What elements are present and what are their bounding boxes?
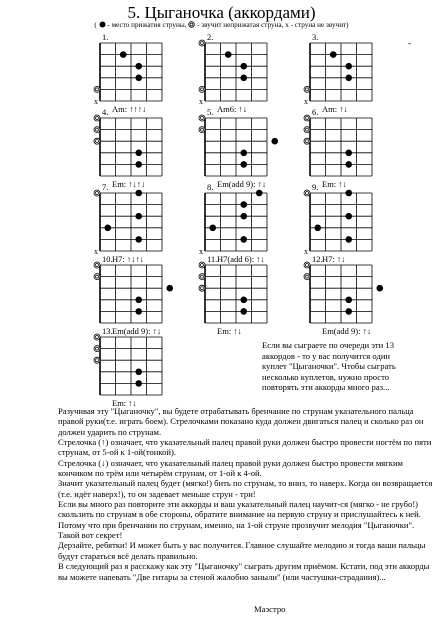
paragraph: Значит указательный палец будет (мягко!) бить по струнам, то вниз, то наверх. Когда он возвращается (т.е. идёт наверх!), то он задевает меньше струн - три! <box>58 478 433 499</box>
legend-open-text: - звучит неприжатая струна, <box>197 21 284 29</box>
finger-dot-icon <box>376 285 383 292</box>
fretboard-grid <box>200 34 290 106</box>
finger-dot-icon <box>135 63 142 70</box>
chord-name: Am: ↑↑↑↓ <box>112 104 147 114</box>
chord-number: 3. <box>312 32 319 42</box>
paragraph: Стрелочка (↑) означает, что указательный палец правой руки должен быстро провести ногтём по пяти струнам, от 5-ой к 1-ой(тонкой). <box>58 437 432 458</box>
finger-dot-icon <box>345 161 352 168</box>
legend <box>0 21 443 29</box>
finger-dot-icon <box>135 308 142 315</box>
open-string-icon <box>94 127 100 133</box>
chord-name: Em(add 9): ↑↓ <box>112 326 162 336</box>
open-string-icon <box>199 86 205 92</box>
finger-dot-icon <box>271 138 278 145</box>
chord-name: H7(add 6): ↑↓ <box>217 254 265 264</box>
open-string-icon <box>94 262 100 268</box>
chord-name: Em: ↑↓ <box>322 179 347 189</box>
explanation-text <box>58 406 438 582</box>
muted-string-mark: x <box>199 247 203 256</box>
open-string-icon <box>199 115 205 121</box>
open-string-icon <box>304 86 310 92</box>
chord-number: 2. <box>207 32 214 42</box>
fretboard-grid <box>200 184 290 256</box>
fretboard-grid <box>200 256 290 328</box>
finger-dot-icon <box>345 150 352 157</box>
muted-string-mark: x <box>304 97 308 106</box>
chord-diagram <box>305 256 405 346</box>
open-string-icon <box>94 190 100 196</box>
finger-dot-icon <box>256 190 263 197</box>
open-string-icon <box>304 127 310 133</box>
chord-number: 11. <box>207 254 218 264</box>
fretboard-grid <box>95 109 185 181</box>
signature: Маэстро <box>254 604 286 614</box>
open-string-icon <box>304 138 310 144</box>
open-string-icon <box>304 274 310 280</box>
paragraph: Такой вот секрет! <box>58 530 123 541</box>
finger-dot-icon <box>345 190 352 197</box>
finger-dot-icon <box>240 297 247 304</box>
chord-diagram <box>200 256 300 346</box>
chord-number: 10. <box>102 254 113 264</box>
chord-diagram <box>95 328 195 418</box>
finger-dot-icon <box>240 161 247 168</box>
chord-number: 5. <box>207 107 214 117</box>
chord-number: 8. <box>207 182 214 192</box>
chord-name: Em(add 9): ↑↓ <box>322 326 372 336</box>
finger-dot-icon <box>314 225 321 232</box>
open-string-icon <box>94 86 100 92</box>
chord-name: Em(add 9): ↑↓ <box>217 179 267 189</box>
finger-dot-icon <box>240 75 247 82</box>
paragraph: Разучивая эту "Цыганочку", вы будете отрабатывать бренчание по струнам указательного пальца правой руки(т.е. играть боем). Стрелочками показано куда должен двигаться палец и сколько раз он должен ударить по струнам. <box>58 406 424 437</box>
paragraph: В следующий раз я расскажу как эту "Цыганочку" сыграть другим приёмом. Кстати, под эти аккорды вы можете напевать "Две гитары за стеной жалобно заныли" (или частушки-страдания)... <box>58 561 430 582</box>
finger-dot-icon <box>240 150 247 157</box>
page-title: 5. Цыганочка (аккордами) <box>127 3 316 22</box>
chord-name: Am6: ↑↓ <box>217 104 247 114</box>
finger-dot-icon <box>330 51 337 58</box>
finger-dot-icon <box>135 369 142 376</box>
side-mark: - <box>408 38 411 48</box>
finger-dot-icon <box>225 51 232 58</box>
finger-dot-icon <box>135 380 142 387</box>
finger-dot-icon <box>135 190 142 197</box>
fretboard-grid <box>200 109 290 181</box>
chord-name: Am: ↑↓ <box>322 104 348 114</box>
fretboard-grid <box>95 34 185 106</box>
open-string-icon <box>94 357 100 363</box>
chord-number: 9. <box>312 182 319 192</box>
fretboard-grid <box>95 184 185 256</box>
finger-dot-icon <box>345 236 352 243</box>
finger-dot-icon <box>345 63 352 70</box>
open-string-icon <box>199 285 205 291</box>
fretboard-grid <box>305 34 395 106</box>
paragraph: Если вы много раз повторите эти аккорды и ваш указательный палец научит-ся (мягко - не грубо!) скользить по струнам в обе стороны, обратите внимание на первую струну и прислушайтесь к ней. Потому что при бренчании по струнам, именно, на 1-ой струне прозвучит мелодия "Цыганочки". <box>58 499 421 530</box>
open-string-icon <box>94 346 100 352</box>
finger-dot-icon <box>345 297 352 304</box>
chord-number: 13. <box>102 326 113 336</box>
finger-dot-icon <box>135 213 142 220</box>
chord-name: H7: ↑↓ <box>322 254 346 264</box>
finger-dot-icon <box>120 51 127 58</box>
chord-number: 12. <box>312 254 323 264</box>
legend-open-paren: ( <box>94 21 97 29</box>
fretboard-grid <box>305 109 395 181</box>
finger-dot-icon <box>135 75 142 82</box>
chord-name: Em: ↑↓ <box>217 326 242 336</box>
finger-dot-icon <box>345 213 352 220</box>
legend-dot-text: - место прижатия струны, <box>107 21 187 29</box>
chord-name: Em: ↑↓ <box>112 398 137 408</box>
chord-number: 1. <box>102 32 109 42</box>
open-string-icon <box>94 115 100 121</box>
chord-number: 7. <box>102 182 109 192</box>
open-string-icon <box>304 262 310 268</box>
finger-dot-icon <box>104 225 111 232</box>
filled-circle-icon <box>99 21 106 28</box>
finger-dot-icon <box>240 308 247 315</box>
open-string-icon <box>199 262 205 268</box>
legend-x-text: x - струна не звучит) <box>285 21 349 29</box>
fretboard-grid <box>95 256 185 328</box>
finger-dot-icon <box>240 213 247 220</box>
chord-number: 4. <box>102 107 109 117</box>
muted-string-mark: x <box>94 247 98 256</box>
finger-dot-icon <box>345 308 352 315</box>
finger-dot-icon <box>135 236 142 243</box>
paragraph: Дерзайте, ребятки! И может быть у вас получится. Главное слушайте мелодию и тогда ваши пальцы будут стараться всё делать правильно. <box>58 540 426 561</box>
fretboard-grid <box>305 184 395 256</box>
open-string-icon <box>188 21 195 28</box>
finger-dot-icon <box>240 236 247 243</box>
open-string-icon <box>199 127 205 133</box>
open-string-icon <box>199 274 205 280</box>
muted-string-mark: x <box>304 247 308 256</box>
chord-name: H7: ↑↓↑↓ <box>112 254 144 264</box>
chord-number: 6. <box>312 107 319 117</box>
finger-dot-icon <box>209 225 216 232</box>
muted-string-mark: x <box>199 97 203 106</box>
finger-dot-icon <box>166 285 173 292</box>
open-string-icon <box>304 115 310 121</box>
open-string-icon <box>199 40 205 46</box>
open-string-icon <box>304 190 310 196</box>
finger-dot-icon <box>135 150 142 157</box>
paragraph: Стрелочка (↓) означает, что указательный палец правой руки должен быстро провести мягким кончиком по трём или четырём струнам, от 1-ой к 4-ой. <box>58 457 403 479</box>
finger-dot-icon <box>135 161 142 168</box>
open-string-icon <box>94 138 100 144</box>
open-string-icon <box>94 334 100 340</box>
finger-dot-icon <box>345 75 352 82</box>
finger-dot-icon <box>240 201 247 208</box>
fretboard-grid <box>95 328 185 400</box>
chord-note: Если вы сыграете по очереди эти 13 аккордов - то у вас получится один куплет "Цыганочки". Чтобы сыграть несколько куплетов, нужно просто повторять эти аккорды много раз... <box>262 340 396 393</box>
finger-dot-icon <box>240 63 247 70</box>
open-string-icon <box>94 274 100 280</box>
fretboard-grid <box>305 256 395 328</box>
chord-name: Em: ↑↓↑↓ <box>112 179 146 189</box>
muted-string-mark: x <box>94 97 98 106</box>
finger-dot-icon <box>135 297 142 304</box>
